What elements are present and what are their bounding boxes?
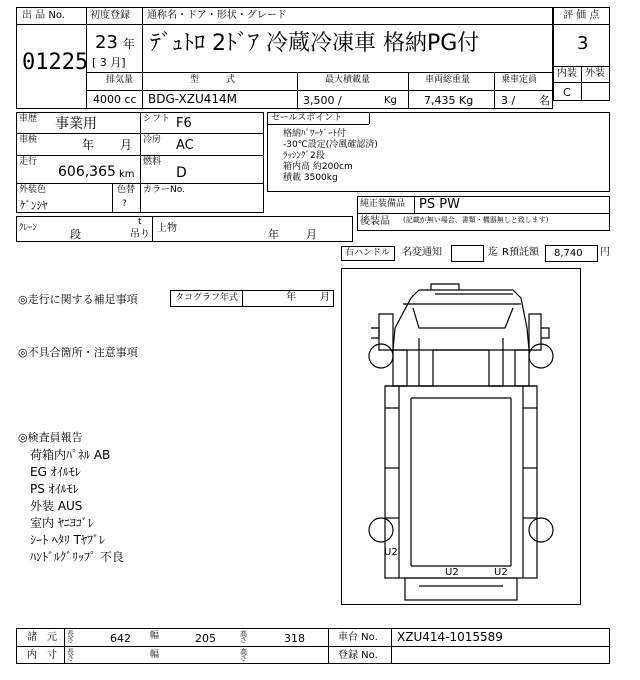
inner-dimensions-label: 内 寸: [27, 650, 57, 661]
registration-month: [ 3 月]: [92, 56, 126, 69]
name-change-label: 名変通知: [402, 247, 442, 258]
ac-label: 冷房: [143, 135, 162, 145]
lot-number: 01225: [22, 50, 89, 75]
exterior-label: 外装: [585, 68, 605, 79]
inner-height-label: 高さ: [240, 648, 247, 662]
interior-grade: C: [563, 86, 571, 99]
inner-width-label: 幅: [150, 650, 160, 660]
tachograph-label: タコグラフ年式: [175, 293, 239, 303]
model-label: 型 式: [190, 75, 236, 85]
front-left-wheel: [369, 344, 393, 368]
shift-label: シフト: [143, 114, 171, 124]
ac-value: AC: [176, 138, 194, 153]
fuel-value: D: [176, 165, 187, 181]
sales-point-line: -30℃設定(冷風確認済): [283, 140, 378, 150]
windshield: [413, 308, 513, 328]
payload-label: 最大積載量: [325, 75, 371, 85]
recycle-deposit-unit: 円: [600, 247, 610, 258]
mileage-unit: km: [119, 169, 135, 180]
gross-weight-label: 車両総重量: [425, 75, 471, 85]
recycle-deposit-value: 8,740: [554, 248, 583, 259]
lot-label: 出 品 No.: [22, 10, 65, 21]
tachograph-year-unit: 年: [286, 292, 296, 303]
truck-outline-diagram: [341, 268, 581, 605]
chassis-label: 車台 No.: [338, 632, 378, 643]
deadline-mark: 迄: [488, 247, 498, 258]
length-value: 642: [110, 632, 131, 645]
history-label: 車歴: [19, 114, 38, 124]
length-label: 長さ: [67, 630, 74, 644]
mileage-label: 走行: [19, 157, 38, 167]
inspection-label: 車検: [19, 135, 38, 145]
height-value: 318: [284, 632, 305, 645]
inspector-report-line: EG ｵｲﾙﾓﾚ: [30, 465, 81, 479]
diagram-mark: U2: [384, 547, 398, 558]
color-change-mark: ?: [122, 199, 127, 209]
diagram-mark: U2: [445, 567, 459, 578]
sales-point-line: 格納ﾊﾟﾜｰｹﾞｰﾄ付: [283, 129, 347, 139]
inspector-title: ◎検査員報告: [18, 431, 83, 444]
aftermarket-label: 後装品: [360, 216, 390, 227]
sales-point-line: 箱内高 約200cm: [283, 162, 353, 172]
standard-equipment-label: 純正装備品: [360, 199, 406, 209]
gross-weight: 7,435 Kg: [424, 94, 474, 107]
specs-label: 諸 元: [27, 632, 57, 643]
fuel-label: 燃料: [143, 157, 162, 167]
diagram-mark: U2: [494, 567, 508, 578]
crane-ton-unit: t: [138, 217, 142, 227]
registration-year: 23: [95, 32, 118, 53]
steering-value: 右ハンドル: [345, 248, 391, 258]
model-code: BDG-XZU414M: [148, 92, 237, 106]
history-value: 事業用: [55, 116, 97, 132]
registration-number-label: 登録 No.: [338, 650, 378, 661]
displacement-label: 排気量: [106, 75, 134, 85]
exterior-color-label: 外装色: [19, 185, 47, 195]
roof-marker: [431, 284, 459, 290]
interior-label: 内装: [557, 68, 577, 79]
car-name: ﾃﾞｭﾄﾛ 2ﾄﾞｱ 冷蔵冷凍車 格納PG付: [150, 31, 480, 56]
tachograph-month-unit: 月: [320, 292, 330, 303]
inspector-report-line: ﾊﾝﾄﾞﾙｸﾞﾘｯﾌﾟ 不良: [30, 550, 124, 564]
tailgate: [405, 578, 517, 600]
color-change-label: 色替: [117, 185, 136, 195]
first-registration-label: 初度登録: [90, 10, 130, 21]
seating-unit: 名: [539, 94, 550, 107]
width-label: 幅: [150, 631, 160, 641]
inspection-month-unit: 月: [120, 138, 133, 152]
crane-steps-unit: 段: [70, 228, 81, 241]
mount-month-unit: 月: [306, 228, 317, 241]
recycle-deposit-label: R預託額: [502, 247, 539, 258]
inspector-report-line: ｼｰﾄ ﾍﾀﾘ Tﾔﾌﾞﾚ: [30, 533, 105, 547]
standard-equipment-value: PS PW: [419, 197, 460, 212]
exterior-color-value: ｹﾞﾝｼﾔ: [20, 199, 48, 212]
sales-points-list: [283, 129, 378, 184]
payload-unit: Kg: [384, 95, 397, 106]
shift-value: F6: [176, 116, 192, 131]
sales-point-line: ﾗｯｼﾝｸﾞ2段: [283, 151, 325, 161]
payload: 3,500 /: [303, 94, 342, 107]
driving-notes-title: ◎走行に関する補足事項: [18, 293, 138, 306]
displacement: 4000 cc: [93, 93, 137, 106]
crane-lift-unit: 吊り: [130, 229, 150, 240]
registration-year-unit: 年: [123, 37, 136, 51]
car-name-label: 通称名・ドア・形状・グレード: [147, 10, 287, 21]
mount-year-unit: 年: [268, 228, 279, 241]
rear-right-wheel: [529, 518, 553, 542]
seating-label: 乗車定員: [501, 75, 538, 85]
crane-label: ｸﾚｰﾝ: [19, 223, 38, 233]
inspector-report-list: [30, 447, 124, 566]
inspector-report-line: PS ｵｲﾙﾓﾚ: [30, 482, 79, 496]
cargo-box: [385, 386, 537, 578]
chassis-number: XZU414-1015589: [397, 630, 503, 644]
defects-title: ◎不具合箇所・注意事項: [18, 346, 138, 359]
color-number-label: カラーNo.: [143, 185, 185, 195]
inspector-report-line: 荷箱内ﾊﾟﾈﾙ AB: [30, 448, 111, 462]
crane-row: [16, 216, 353, 242]
seating-capacity: 3 /: [501, 94, 516, 107]
aftermarket-note: (記載が無い場合、書類・機器無しと致します): [403, 216, 549, 224]
width-value: 205: [195, 632, 216, 645]
inner-length-label: 長さ: [67, 648, 74, 662]
mileage-value: 606,365: [58, 164, 116, 180]
name-change-box: [451, 245, 484, 262]
rear-left-wheel: [369, 518, 393, 542]
inspector-report-line: 外装 AUS: [30, 499, 83, 513]
mount-label: 上物: [157, 223, 177, 234]
score-label: 評 価 点: [563, 10, 600, 21]
inspection-year-unit: 年: [82, 138, 95, 152]
score-value: 3: [577, 33, 589, 54]
sales-point-line: 積載 3500kg: [283, 173, 338, 183]
sales-points-title: セールスポイント: [271, 113, 343, 123]
height-label: 高さ: [240, 630, 247, 644]
inspector-report-line: 室内 ﾔﾆﾖｺﾞﾚ: [30, 516, 94, 530]
